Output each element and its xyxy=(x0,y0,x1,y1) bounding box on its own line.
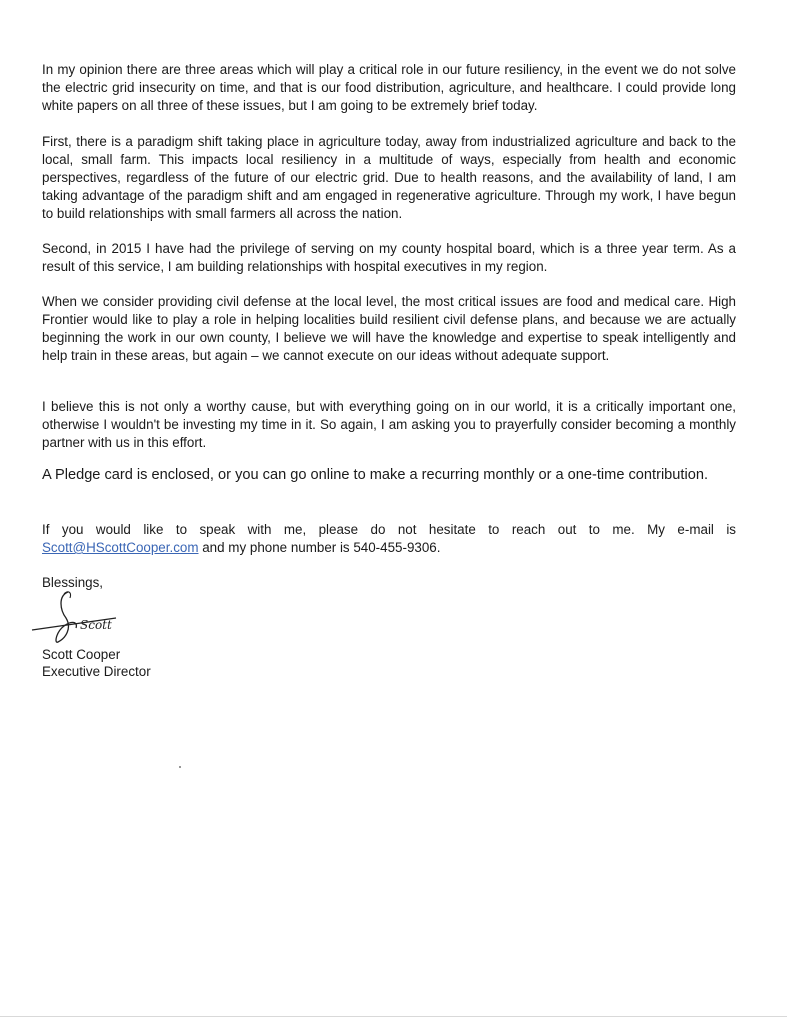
email-link[interactable]: Scott@HScottCooper.com xyxy=(42,540,199,555)
paragraph-worthy-cause: I believe this is not only a worthy cause, but with everything going on in our world, it is a critically important one, otherwise I wouldn't be investing my time in it. So again, I am asking you to prayerfully consider becoming a monthly partner with us in this effort. xyxy=(42,399,736,450)
paragraph-intro: In my opinion there are three areas which will play a critical role in our future resiliency, in the event we do not solve the electric grid insecurity on time, and that is our food distribution, agriculture, and healthcare. I could provide long white papers on all three of these issues, but I am going to be extremely brief today. xyxy=(42,62,736,113)
paragraph-hospital: Second, in 2015 I have had the privilege of serving on my county hospital board, which is a three year term. As a result of this service, I am building relationships with hospital executives in my region. xyxy=(42,241,736,274)
contact-intro: If you would like to speak with me, please do not hesitate to reach out to me. My e-mail is xyxy=(42,522,736,537)
phone-text: and my phone number is 540-455-9306. xyxy=(202,540,441,555)
signature xyxy=(28,588,128,646)
signature-script: Scott xyxy=(80,618,112,632)
signer-name: Scott Cooper xyxy=(42,647,121,662)
paragraph-agriculture: First, there is a paradigm shift taking place in agriculture today, away from industrialized agriculture and back to the local, small farm. This impacts local resiliency in a multitude of ways, especially from health and economic perspectives, regardless of the future of our electric grid. Due to health reasons, and the availability of land, I am taking advantage of the paradigm shift and am engaged in regenerative agriculture. Through my work, I have begun to build relationships with small farmers all across the nation. xyxy=(42,134,736,221)
closing: Blessings, xyxy=(42,575,104,590)
signer-title: Executive Director xyxy=(42,664,151,679)
page-edge-line xyxy=(0,1016,787,1017)
scan-speck xyxy=(179,766,181,768)
contact-paragraph xyxy=(42,521,736,557)
paragraph-civil-defense: When we consider providing civil defense at the local level, the most critical issues are food and medical care. High Frontier would like to play a role in helping localities build resilient civil defense plans, and because we are actually beginning the work in our own county, I believe we will have the knowledge and expertise to speak intelligently and help train in these areas, but again – we cannot execute on our ideas without adequate support. xyxy=(42,294,736,363)
pledge-paragraph: A Pledge card is enclosed, or you can go online to make a recurring monthly or a one-time contribution. xyxy=(42,467,709,483)
